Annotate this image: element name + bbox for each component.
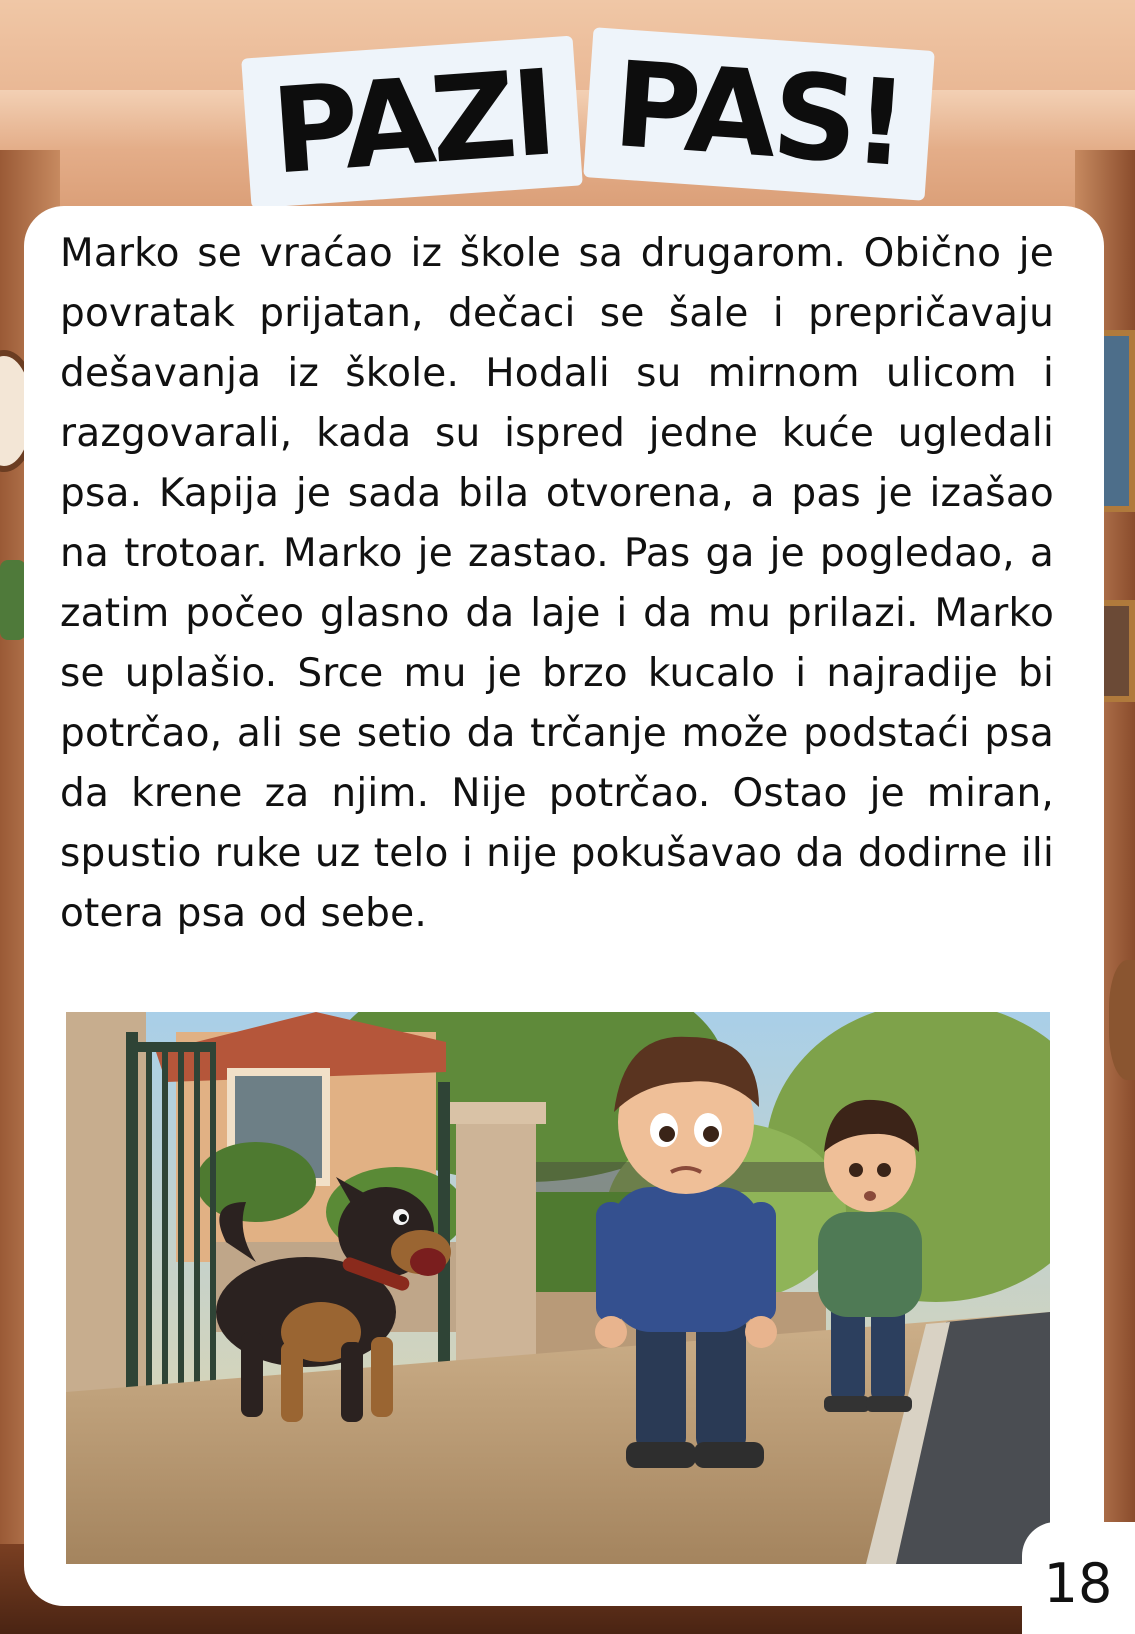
illustration-scene (66, 1012, 1050, 1564)
pillar-cap (446, 1102, 546, 1124)
story-illustration (66, 1012, 1050, 1564)
title-word-1: PAZI (241, 36, 583, 209)
plant-decoration (0, 560, 26, 640)
page-number: 18 (1043, 1552, 1113, 1615)
title-word-2: PAS! (583, 27, 934, 200)
teddy-bear-decoration (1109, 960, 1135, 1080)
page-title (240, 25, 920, 205)
story-text: Marko se vraćao iz škole sa drugarom. Obično je povratak prijatan, dečaci se šale i prepričavaju dešavanja iz škole. Hodali su mirnom ulicom i razgovarali, kada su ispred jedne kuće ugledali psa. Kapija je sada bila otvorena, a pas je izašao na trotoar. Marko je zastao. Pas ga je pogledao, a zatim počeo glasno da laje i da mu prilazi. Marko se uplašio. Srce mu je brzo kucalo i najradije bi potrčao, ali se setio da trčanje može podstaći psa da krene za njim. Nije potrčao. Ostao je miran, spustio ruke uz telo i nije pokušavao da dodirne ili otera psa od sebe. (60, 231, 1054, 936)
